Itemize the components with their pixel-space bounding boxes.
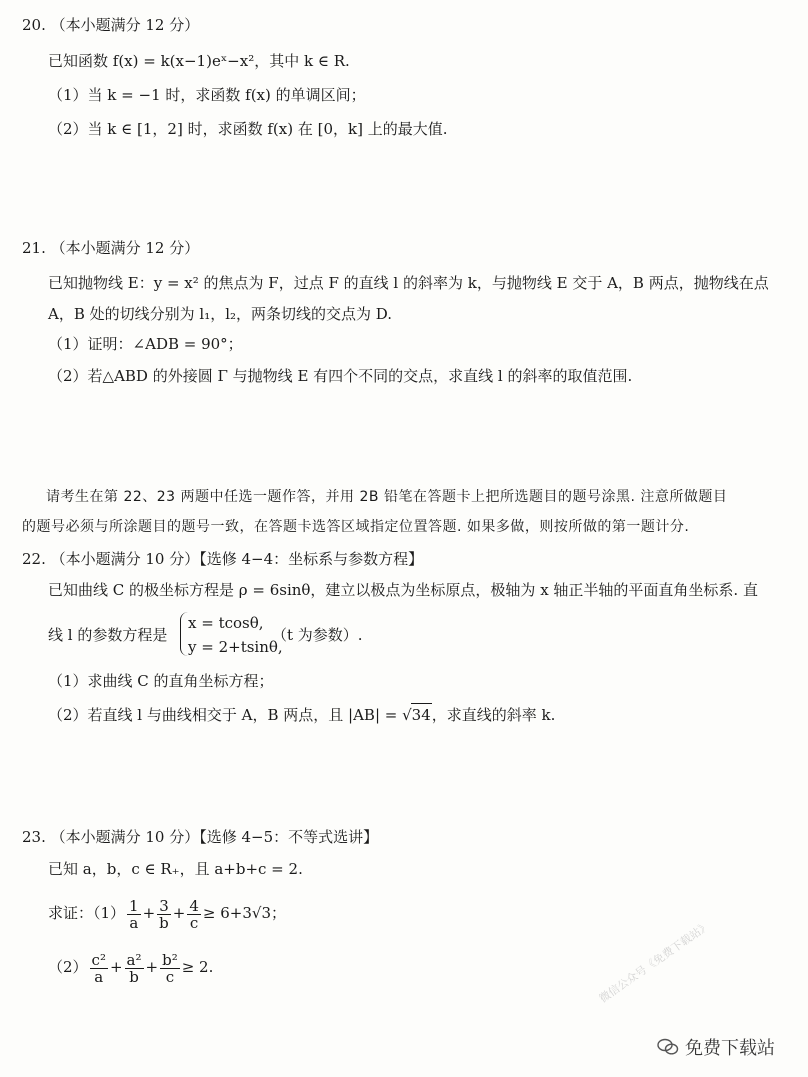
watermark-logo-text: 免费下载站 [685, 1038, 775, 1059]
q22-part1: （1）求曲线 C 的直角坐标方程； [48, 672, 274, 690]
q22-eq-x: x = tcosθ, [188, 614, 264, 632]
q21-part2: （2）若△ABD 的外接圆 Γ 与抛物线 E 有四个不同的交点，求直线 l 的斜率的取值范围. [48, 367, 633, 385]
numerator: c² [91, 950, 106, 969]
q20-stem: 已知函数 f(x) = k(x−1)eˣ−x²，其中 k ∈ R. [48, 52, 350, 70]
q22-heading: 22. （本小题满分 10 分）【选修 4−4：坐标系与参数方程】 [22, 550, 424, 568]
fraction [125, 952, 144, 985]
elective-note-line2: 的题号必须与所涂题目的题号一致，在答题卡选答区域指定位置答题. 如果多做，则按所做的第一题计分. [22, 519, 690, 535]
watermark-logo [657, 1034, 775, 1060]
q23-part1: 求证：（1） $\frac{1}{a}$ + $\frac{3}{b}$ + $\frac{4}{c}$ ≥ 6+3√3； [48, 896, 286, 932]
fraction [160, 952, 180, 985]
numerator: 3 [159, 896, 169, 915]
q22-part2-suffix: ，求直线的斜率 k. [431, 706, 556, 724]
q23-part1-suffix: ≥ 6+3√3； [202, 904, 286, 922]
q22-stem-line2-prefix: 线 l 的参数方程是 [48, 626, 168, 644]
fraction [157, 898, 171, 931]
q22-eq-y: y = 2+tsinθ, [188, 638, 283, 656]
q20-part2: （2）当 k ∈ [1，2] 时，求函数 f(x) 在 [0，k] 上的最大值. [48, 120, 448, 138]
q22-sqrt-radicand: 34 [411, 703, 432, 726]
fraction [127, 898, 141, 931]
denominator: b [129, 967, 139, 986]
q21-heading: 21. （本小题满分 12 分） [22, 239, 200, 257]
watermark-stamp: 微信公众号《免费下载站》 [596, 919, 713, 1006]
q23-part2-prefix: （2） [48, 958, 88, 976]
denominator: c [165, 967, 175, 986]
elective-note-line1: 请考生在第 22、23 两题中任选一题作答，并用 2B 铅笔在答题卡上把所选题目的题号涂黑. 注意所做题目 [46, 489, 728, 505]
q23-part1-prefix: 求证：（1） [48, 904, 126, 922]
numerator: a² [126, 950, 142, 969]
q20-heading: 20. （本小题满分 12 分） [22, 16, 200, 34]
q21-stem-line1: 已知抛物线 E：y = x² 的焦点为 F，过点 F 的直线 l 的斜率为 k，与抛物线 E 交于 A，B 两点，抛物线在点 [48, 274, 769, 292]
denominator: c [189, 913, 199, 932]
numerator: 1 [129, 896, 139, 915]
denominator: b [159, 913, 169, 932]
q23-stem: 已知 a，b，c ∈ R₊，且 a+b+c = 2. [48, 860, 303, 878]
q22-part2-prefix: （2）若直线 l 与曲线相交于 A，B 两点，且 |AB| = √ [48, 706, 412, 724]
fraction [187, 898, 201, 931]
numerator: b² [162, 950, 178, 969]
fraction [90, 952, 108, 985]
q22-stem-line2-suffix: （t 为参数）. [272, 626, 363, 644]
q23-heading: 23. （本小题满分 10 分）【选修 4−5：不等式选讲】 [22, 828, 379, 846]
q21-stem-line2: A，B 处的切线分别为 l₁，l₂，两条切线的交点为 D. [48, 305, 393, 323]
q21-part1: （1）证明：∠ADB = 90°； [48, 335, 243, 353]
wechat-icon [657, 1038, 679, 1056]
q20-part1: （1）当 k = −1 时，求函数 f(x) 的单调区间； [48, 86, 366, 104]
q22-part2 [48, 703, 555, 726]
denominator: a [129, 913, 139, 932]
q23-part2-suffix: ≥ 2. [181, 958, 214, 976]
q22-stem-line1: 已知曲线 C 的极坐标方程是 ρ = 6sinθ，建立以极点为坐标原点，极轴为 x 轴正半轴的平面直角坐标系. 直 [48, 581, 758, 599]
denominator: a [94, 967, 104, 986]
q23-part2: （2） $\frac{\text{c²}}{a}$ + $\frac{\text{a²}}{b}$ + $\frac{\text{b²}}{c}$ ≥ 2. [48, 950, 214, 986]
q22-parametric-system [180, 612, 283, 658]
numerator: 4 [189, 896, 199, 915]
